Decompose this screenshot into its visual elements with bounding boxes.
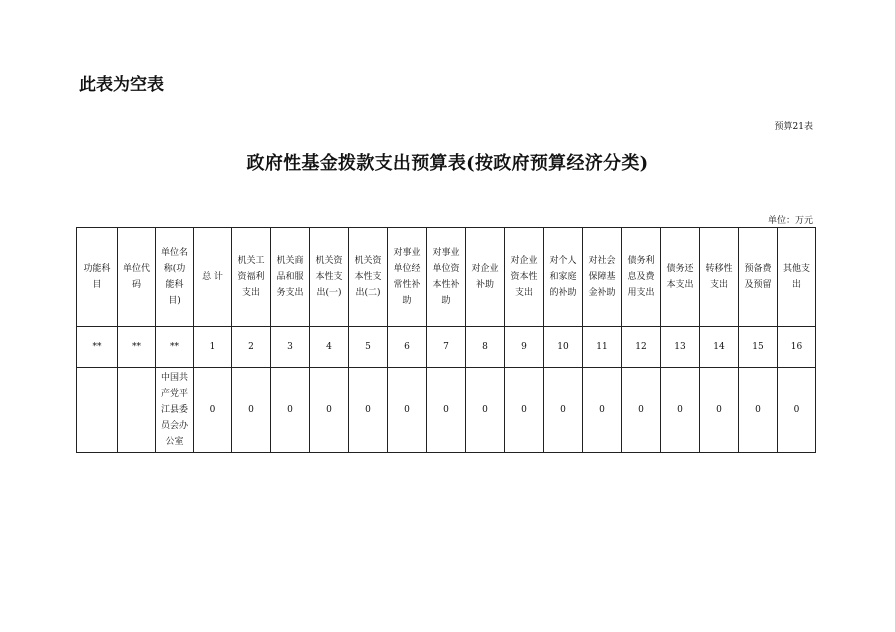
value-cell: 0 [778, 368, 816, 453]
index-cell: ** [156, 327, 194, 368]
index-cell: 2 [232, 327, 271, 368]
column-header: 对社会保障基金补助 [583, 228, 622, 327]
index-row [77, 327, 816, 368]
column-header: 单位名称(功能科目) [156, 228, 194, 327]
column-header: 预备费及预留 [739, 228, 778, 327]
index-cell: 9 [505, 327, 544, 368]
value-cell: 0 [271, 368, 310, 453]
value-cell: 0 [739, 368, 778, 453]
index-cell: 1 [194, 327, 232, 368]
index-cell: 14 [700, 327, 739, 368]
column-header: 对个人和家庭的补助 [544, 228, 583, 327]
column-header: 功能科目 [77, 228, 118, 327]
column-header: 总 计 [194, 228, 232, 327]
index-cell: 7 [427, 327, 466, 368]
value-cell: 0 [232, 368, 271, 453]
function-subject-cell [77, 368, 118, 453]
index-cell: 4 [310, 327, 349, 368]
unit-name-cell: 中国共产党平江县委员会办公室 [156, 368, 194, 453]
column-header: 对企业补助 [466, 228, 505, 327]
unit-code-cell [118, 368, 156, 453]
value-cell: 0 [622, 368, 661, 453]
value-cell: 0 [700, 368, 739, 453]
column-header: 其他支出 [778, 228, 816, 327]
column-header: 对企业资本性支出 [505, 228, 544, 327]
column-header: 对事业单位资本性补助 [427, 228, 466, 327]
column-header: 机关资本性支出(二) [349, 228, 388, 327]
column-header: 对事业单位经常性补助 [388, 228, 427, 327]
index-cell: 6 [388, 327, 427, 368]
index-cell: ** [77, 327, 118, 368]
value-cell: 0 [349, 368, 388, 453]
index-cell: 12 [622, 327, 661, 368]
index-cell: 15 [739, 327, 778, 368]
column-header: 机关商品和服务支出 [271, 228, 310, 327]
page-title: 政府性基金拨款支出预算表(按政府预算经济分类) [246, 153, 649, 174]
value-cell: 0 [544, 368, 583, 453]
value-cell: 0 [427, 368, 466, 453]
column-header: 机关工资福利支出 [232, 228, 271, 327]
index-cell: 11 [583, 327, 622, 368]
index-cell: 13 [661, 327, 700, 368]
budget-table [76, 227, 816, 453]
value-cell: 0 [310, 368, 349, 453]
header-row [77, 228, 816, 327]
empty-table-note: 此表为空表 [79, 75, 164, 95]
unit-label: 单位：万元 [767, 216, 813, 226]
form-number: 预算21表 [774, 122, 813, 132]
column-header: 债务利息及费用支出 [622, 228, 661, 327]
value-cell: 0 [583, 368, 622, 453]
column-header: 转移性支出 [700, 228, 739, 327]
value-cell: 0 [505, 368, 544, 453]
index-cell: ** [118, 327, 156, 368]
index-cell: 3 [271, 327, 310, 368]
value-cell: 0 [466, 368, 505, 453]
column-header: 机关资本性支出(一) [310, 228, 349, 327]
index-cell: 10 [544, 327, 583, 368]
value-cell: 0 [661, 368, 700, 453]
index-cell: 16 [778, 327, 816, 368]
column-header: 债务还本支出 [661, 228, 700, 327]
value-cell: 0 [388, 368, 427, 453]
index-cell: 8 [466, 327, 505, 368]
column-header: 单位代码 [118, 228, 156, 327]
table-row [77, 368, 816, 453]
value-cell: 0 [194, 368, 232, 453]
index-cell: 5 [349, 327, 388, 368]
